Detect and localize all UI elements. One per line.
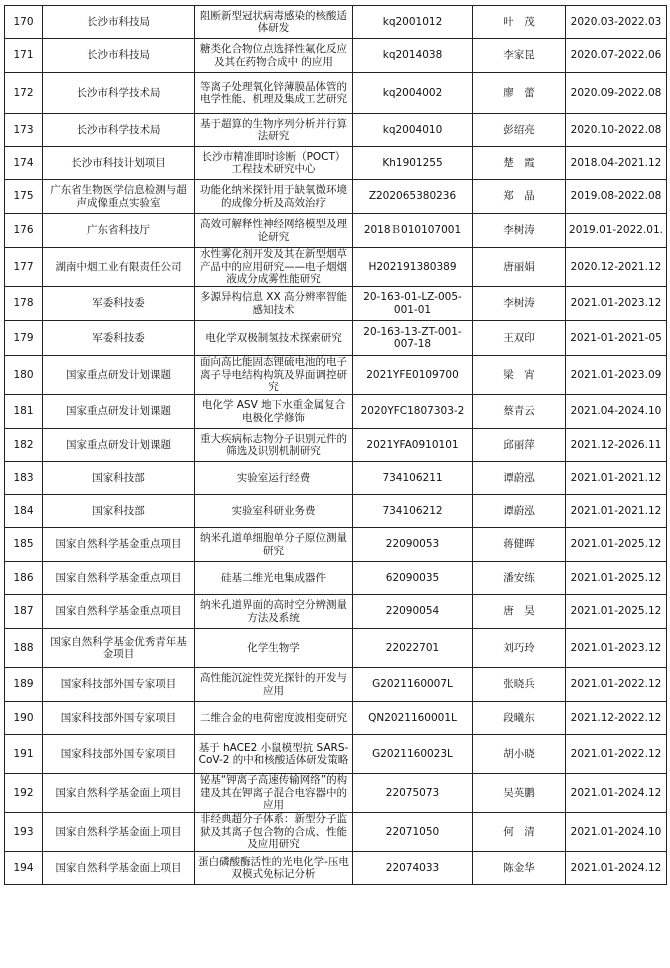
table-row (5, 774, 667, 813)
project-leader: 王双印 (473, 321, 566, 356)
project-period: 2021.12-2026.11 (566, 429, 667, 462)
funding-source: 国家科技部 (43, 462, 195, 495)
funding-source: 国家自然科学基金重点项目 (43, 562, 195, 595)
row-number: 189 (5, 668, 43, 702)
project-table-body (5, 6, 667, 885)
funding-source: 长沙市科技局 (43, 6, 195, 39)
project-period: 2020.12-2021.12 (566, 248, 667, 287)
row-number: 175 (5, 180, 43, 214)
project-code: 22075073 (353, 774, 473, 813)
project-code: 22090053 (353, 528, 473, 562)
funding-source: 广东省生物医学信息检测与超声成像重点实验室 (43, 180, 195, 214)
project-code: 2021YFA0910101 (353, 429, 473, 462)
project-title: 长沙市精准即时诊断（POCT）工程技术研究中心 (195, 147, 353, 180)
funding-source: 长沙市科技计划项目 (43, 147, 195, 180)
row-number: 187 (5, 595, 43, 629)
project-code: kq2004002 (353, 73, 473, 114)
project-code: 2021YFE0109700 (353, 356, 473, 395)
project-code: kq2004010 (353, 114, 473, 147)
table-row (5, 214, 667, 248)
project-title: 化学生物学 (195, 629, 353, 668)
funding-source: 国家重点研发计划课题 (43, 356, 195, 395)
project-title: 非经典超分子体系：新型分子监狱及其离子包合物的合成、性能及应用研究 (195, 813, 353, 852)
project-period: 2021.01-2024.10 (566, 813, 667, 852)
project-leader: 唐 昊 (473, 595, 566, 629)
project-code: 734106212 (353, 495, 473, 528)
row-number: 178 (5, 287, 43, 321)
funding-source: 湖南中烟工业有限责任公司 (43, 248, 195, 287)
project-title: 水性雾化剂开发及其在新型烟草产品中的应用研究——电子烟烟液成分成雾性能研究 (195, 248, 353, 287)
project-leader: 李树涛 (473, 287, 566, 321)
project-period: 2021.12-2022.12 (566, 702, 667, 735)
project-title: 二维合金的电荷密度波相变研究 (195, 702, 353, 735)
row-number: 185 (5, 528, 43, 562)
table-row (5, 114, 667, 147)
project-leader: 梁 宵 (473, 356, 566, 395)
project-code: Kh1901255 (353, 147, 473, 180)
project-code: kq2014038 (353, 39, 473, 73)
project-code: G2021160007L (353, 668, 473, 702)
project-code: Z202065380236 (353, 180, 473, 214)
funding-source: 长沙市科学技术局 (43, 73, 195, 114)
table-row (5, 702, 667, 735)
row-number: 181 (5, 395, 43, 429)
project-title: 基于 hACE2 小鼠模型抗 SARS-CoV-2 的中和核酸适体研发策略 (195, 735, 353, 774)
project-period: 2021.01-2021.12 (566, 462, 667, 495)
table-row (5, 147, 667, 180)
project-leader: 叶 茂 (473, 6, 566, 39)
project-leader: 张晓兵 (473, 668, 566, 702)
funding-source: 国家重点研发计划课题 (43, 429, 195, 462)
project-code: H202191380389 (353, 248, 473, 287)
project-leader: 李树涛 (473, 214, 566, 248)
project-code: 22090054 (353, 595, 473, 629)
project-leader: 段曦东 (473, 702, 566, 735)
funding-source: 国家自然科学基金重点项目 (43, 528, 195, 562)
row-number: 183 (5, 462, 43, 495)
project-period: 2020.09-2022.08 (566, 73, 667, 114)
table-row (5, 562, 667, 595)
funding-source: 军委科技委 (43, 287, 195, 321)
row-number: 193 (5, 813, 43, 852)
project-title: 多源异构信息 XX 高分辨率智能感知技术 (195, 287, 353, 321)
project-title: 基于超算的生物序列分析并行算法研究 (195, 114, 353, 147)
row-number: 192 (5, 774, 43, 813)
project-code: 22022701 (353, 629, 473, 668)
project-title: 重大疾病标志物分子识别元件的筛选及识别机制研究 (195, 429, 353, 462)
project-leader: 胡小晓 (473, 735, 566, 774)
project-leader: 楚 霞 (473, 147, 566, 180)
project-title: 功能化纳米探针用于缺氧微环境的成像分析及高效治疗 (195, 180, 353, 214)
project-period: 2021.01-2024.12 (566, 774, 667, 813)
funding-source: 国家自然科学基金优秀青年基金项目 (43, 629, 195, 668)
funding-source: 国家科技部外国专家项目 (43, 702, 195, 735)
project-title: 纳米孔道界面的高时空分辨测量方法及系统 (195, 595, 353, 629)
project-leader: 何 清 (473, 813, 566, 852)
project-leader: 廖 蕾 (473, 73, 566, 114)
project-leader: 刘巧玲 (473, 629, 566, 668)
project-period: 2021.04-2024.10 (566, 395, 667, 429)
table-row (5, 595, 667, 629)
project-code: 22074033 (353, 852, 473, 885)
project-leader: 吴英鹏 (473, 774, 566, 813)
project-period: 2021.01-2022.12 (566, 668, 667, 702)
project-code: 22071050 (353, 813, 473, 852)
table-row (5, 180, 667, 214)
project-title: 实验室运行经费 (195, 462, 353, 495)
project-period: 2021.01-2023.12 (566, 287, 667, 321)
row-number: 179 (5, 321, 43, 356)
table-row (5, 852, 667, 885)
project-table (4, 5, 667, 885)
funding-source: 国家自然科学基金面上项目 (43, 774, 195, 813)
project-title: 等离子处理氧化锌薄膜晶体管的电学性能、机理及集成工艺研究 (195, 73, 353, 114)
project-period: 2021.01-2025.12 (566, 595, 667, 629)
funding-source: 国家科技部外国专家项目 (43, 735, 195, 774)
funding-source: 广东省科技厅 (43, 214, 195, 248)
project-code: kq2001012 (353, 6, 473, 39)
project-title: 糖类化合物位点选择性氟化反应及其在药物合成中 的应用 (195, 39, 353, 73)
table-row (5, 629, 667, 668)
project-title: 电化学 ASV 地下水重金属复合电极化学修饰 (195, 395, 353, 429)
table-row (5, 668, 667, 702)
project-title: 电化学双极制氢技术探索研究 (195, 321, 353, 356)
project-period: 2018.04-2021.12 (566, 147, 667, 180)
project-code: QN2021160001L (353, 702, 473, 735)
row-number: 174 (5, 147, 43, 180)
project-leader: 唐丽娟 (473, 248, 566, 287)
project-leader: 李家昆 (473, 39, 566, 73)
table-row (5, 429, 667, 462)
row-number: 194 (5, 852, 43, 885)
project-leader: 蔡青云 (473, 395, 566, 429)
row-number: 182 (5, 429, 43, 462)
project-code: 2018Ｂ010107001 (353, 214, 473, 248)
project-leader: 谭蔚泓 (473, 495, 566, 528)
funding-source: 国家科技部外国专家项目 (43, 668, 195, 702)
project-leader: 谭蔚泓 (473, 462, 566, 495)
row-number: 191 (5, 735, 43, 774)
project-leader: 邱丽萍 (473, 429, 566, 462)
row-number: 190 (5, 702, 43, 735)
project-period: 2021.01-2023.12 (566, 629, 667, 668)
row-number: 177 (5, 248, 43, 287)
project-code: G2021160023L (353, 735, 473, 774)
funding-source: 国家自然科学基金面上项目 (43, 852, 195, 885)
project-leader: 陈金华 (473, 852, 566, 885)
table-row (5, 248, 667, 287)
funding-source: 长沙市科学技术局 (43, 114, 195, 147)
project-period: 2021.01-2021.12 (566, 495, 667, 528)
project-period: 2020.10-2022.08 (566, 114, 667, 147)
project-leader: 蒋健晖 (473, 528, 566, 562)
project-period: 2021.01-2024.12 (566, 852, 667, 885)
project-period: 2021.01-2023.09 (566, 356, 667, 395)
row-number: 184 (5, 495, 43, 528)
project-title: 铋基“钾离子高速传输网络”的构建及其在钾离子混合电容器中的应用 (195, 774, 353, 813)
project-leader: 潘安练 (473, 562, 566, 595)
table-row (5, 6, 667, 39)
row-number: 173 (5, 114, 43, 147)
project-code: 2020YFC1807303-2 (353, 395, 473, 429)
project-code: 20-163-01-LZ-005-001-01 (353, 287, 473, 321)
project-title: 面向高比能固态锂硫电池的电子离子导电结构构筑及界面调控研究 (195, 356, 353, 395)
row-number: 180 (5, 356, 43, 395)
table-row (5, 395, 667, 429)
funding-source: 军委科技委 (43, 321, 195, 356)
project-title: 蛋白磷酸酶活性的光电化学-压电双模式免标记分析 (195, 852, 353, 885)
funding-source: 长沙市科技局 (43, 39, 195, 73)
table-row (5, 735, 667, 774)
project-title: 实验室科研业务费 (195, 495, 353, 528)
table-row (5, 356, 667, 395)
project-leader: 郑 晶 (473, 180, 566, 214)
row-number: 170 (5, 6, 43, 39)
table-row (5, 321, 667, 356)
project-title: 阻断新型冠状病毒感染的核酸适体研发 (195, 6, 353, 39)
funding-source: 国家重点研发计划课题 (43, 395, 195, 429)
project-period: 2021.01-2025.12 (566, 528, 667, 562)
project-period: 2019.08-2022.08 (566, 180, 667, 214)
project-period: 2021.01-2025.12 (566, 562, 667, 595)
row-number: 176 (5, 214, 43, 248)
project-period: 2021-01-2021-05 (566, 321, 667, 356)
funding-source: 国家自然科学基金重点项目 (43, 595, 195, 629)
project-title: 高效可解释性神经网络模型及理论研究 (195, 214, 353, 248)
table-row (5, 495, 667, 528)
table-row (5, 73, 667, 114)
project-period: 2020.03-2022.03 (566, 6, 667, 39)
table-row (5, 813, 667, 852)
project-code: 734106211 (353, 462, 473, 495)
row-number: 171 (5, 39, 43, 73)
project-code: 62090035 (353, 562, 473, 595)
table-row (5, 528, 667, 562)
project-period: 2019.01-2022.01. (566, 214, 667, 248)
funding-source: 国家自然科学基金面上项目 (43, 813, 195, 852)
table-row (5, 39, 667, 73)
row-number: 188 (5, 629, 43, 668)
project-code: 20-163-13-ZT-001-007-18 (353, 321, 473, 356)
table-row (5, 287, 667, 321)
project-period: 2020.07-2022.06 (566, 39, 667, 73)
row-number: 186 (5, 562, 43, 595)
project-title: 高性能沉淀性荧光探针的开发与应用 (195, 668, 353, 702)
project-title: 纳米孔道单细胞单分子原位测量研究 (195, 528, 353, 562)
table-row (5, 462, 667, 495)
funding-source: 国家科技部 (43, 495, 195, 528)
row-number: 172 (5, 73, 43, 114)
project-title: 硅基二维光电集成器件 (195, 562, 353, 595)
project-leader: 彭绍亮 (473, 114, 566, 147)
project-period: 2021.01-2022.12 (566, 735, 667, 774)
